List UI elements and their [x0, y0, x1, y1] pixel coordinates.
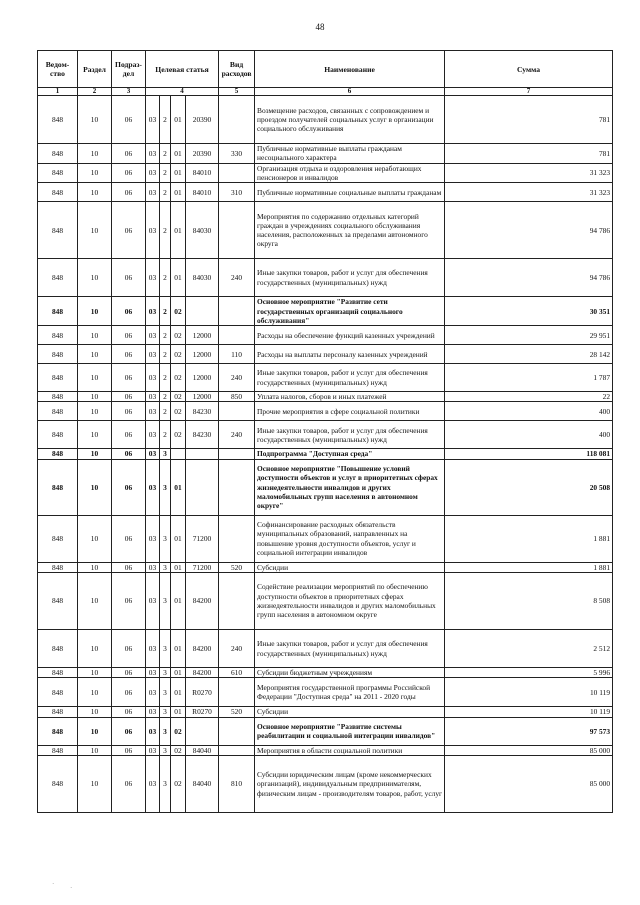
table-row	[38, 515, 613, 562]
cell-vid-rashodov: 110	[219, 345, 255, 364]
table-row	[38, 144, 613, 164]
cell-target-subprogram: 2	[160, 297, 171, 326]
cell-target-subprogram: 3	[160, 717, 171, 745]
cell-vid-rashodov: 240	[219, 259, 255, 297]
cell-razdel: 10	[78, 515, 112, 562]
cell-target-event: 01	[171, 562, 186, 572]
cell-naimenovanie: Публичные нормативные социальные выплаты гражданам	[255, 183, 445, 202]
cell-naimenovanie: Мероприятия по содержанию отдельных категорий граждан в учреждениях социального обслуживания населения, расположенных за пределами автономного округа	[255, 202, 445, 259]
cell-target-event: 01	[171, 707, 186, 717]
cell-summa: 1 787	[445, 364, 613, 392]
scan-mark: ·	[70, 884, 73, 892]
table-row	[38, 392, 613, 402]
cell-vid-rashodov: 810	[219, 755, 255, 812]
cell-target-program: 03	[146, 402, 160, 421]
cell-summa: 85 000	[445, 745, 613, 755]
table-row	[38, 326, 613, 345]
cell-summa: 31 323	[445, 183, 613, 202]
cell-vid-rashodov: 330	[219, 144, 255, 164]
cell-target-event: 01	[171, 163, 186, 183]
table-row	[38, 345, 613, 364]
cell-target-subprogram: 2	[160, 183, 171, 202]
cell-podrazdel: 06	[112, 364, 146, 392]
cell-razdel: 10	[78, 562, 112, 572]
cell-summa: 85 000	[445, 755, 613, 812]
cell-summa: 94 786	[445, 259, 613, 297]
cell-target-direction: 71200	[186, 562, 219, 572]
cell-summa: 29 951	[445, 326, 613, 345]
cell-naimenovanie: Иные закупки товаров, работ и услуг для обеспечения государственных (муниципальных) нужд	[255, 630, 445, 668]
cell-summa: 2 512	[445, 630, 613, 668]
cell-podrazdel: 06	[112, 745, 146, 755]
cell-razdel: 10	[78, 345, 112, 364]
cell-target-subprogram: 2	[160, 144, 171, 164]
cell-target-direction: 12000	[186, 345, 219, 364]
cell-vedomstvo: 848	[38, 745, 78, 755]
cell-podrazdel: 06	[112, 345, 146, 364]
cell-target-direction	[186, 297, 219, 326]
header-razdel: Раздел	[78, 51, 112, 88]
budget-table	[37, 50, 613, 813]
cell-target-direction: 84200	[186, 668, 219, 678]
cell-target-direction: 20390	[186, 96, 219, 144]
table-row	[38, 562, 613, 572]
cell-razdel: 10	[78, 392, 112, 402]
cell-target-direction	[186, 449, 219, 459]
cell-target-event: 02	[171, 421, 186, 449]
cell-target-event: 01	[171, 678, 186, 707]
cell-naimenovanie: Организация отдыха и оздоровления неработающих пенсионеров и инвалидов	[255, 163, 445, 183]
cell-vid-rashodov	[219, 573, 255, 630]
cell-summa: 1 881	[445, 515, 613, 562]
cell-target-program: 03	[146, 678, 160, 707]
cell-naimenovanie: Иные закупки товаров, работ и услуг для обеспечения государственных (муниципальных) нужд	[255, 259, 445, 297]
cell-target-program: 03	[146, 459, 160, 515]
cell-vedomstvo: 848	[38, 96, 78, 144]
cell-summa: 22	[445, 392, 613, 402]
header-podrazdel: Подраз-дел	[112, 51, 146, 88]
scan-mark: ·	[52, 880, 55, 888]
cell-target-direction: 20390	[186, 144, 219, 164]
cell-target-program: 03	[146, 630, 160, 668]
cell-target-direction: 84040	[186, 755, 219, 812]
cell-naimenovanie: Основное мероприятие "Повышение условий доступности объектов и услуг в приоритетных сферах жизнедеятельности инвалидов и других маломобильных групп населения в автономном округе"	[255, 459, 445, 515]
table-row	[38, 364, 613, 392]
cell-vedomstvo: 848	[38, 707, 78, 717]
cell-target-event: 02	[171, 392, 186, 402]
cell-vedomstvo: 848	[38, 183, 78, 202]
cell-razdel: 10	[78, 449, 112, 459]
cell-vid-rashodov	[219, 96, 255, 144]
cell-target-program: 03	[146, 755, 160, 812]
cell-target-direction: R0270	[186, 678, 219, 707]
cell-vedomstvo: 848	[38, 364, 78, 392]
cell-podrazdel: 06	[112, 707, 146, 717]
cell-razdel: 10	[78, 144, 112, 164]
cell-naimenovanie: Расходы на выплаты персоналу казенных учреждений	[255, 345, 445, 364]
cell-target-event	[171, 449, 186, 459]
cell-vedomstvo: 848	[38, 717, 78, 745]
cell-target-subprogram: 3	[160, 515, 171, 562]
cell-vid-rashodov	[219, 297, 255, 326]
cell-vid-rashodov	[219, 459, 255, 515]
cell-target-subprogram: 2	[160, 345, 171, 364]
cell-target-event: 02	[171, 717, 186, 745]
cell-target-subprogram: 2	[160, 421, 171, 449]
table-row	[38, 678, 613, 707]
table-row	[38, 421, 613, 449]
cell-target-program: 03	[146, 717, 160, 745]
cell-target-subprogram: 3	[160, 755, 171, 812]
cell-razdel: 10	[78, 421, 112, 449]
cell-target-event: 01	[171, 144, 186, 164]
cell-naimenovanie: Иные закупки товаров, работ и услуг для обеспечения государственных (муниципальных) нужд	[255, 364, 445, 392]
cell-vedomstvo: 848	[38, 392, 78, 402]
cell-target-direction: 84230	[186, 421, 219, 449]
cell-target-direction	[186, 459, 219, 515]
cell-naimenovanie: Иные закупки товаров, работ и услуг для обеспечения государственных (муниципальных) нужд	[255, 421, 445, 449]
cell-summa: 31 323	[445, 163, 613, 183]
cell-razdel: 10	[78, 259, 112, 297]
page-number: 48	[315, 22, 325, 32]
cell-summa: 30 351	[445, 297, 613, 326]
cell-podrazdel: 06	[112, 259, 146, 297]
cell-razdel: 10	[78, 573, 112, 630]
cell-summa: 781	[445, 144, 613, 164]
cell-target-subprogram: 3	[160, 630, 171, 668]
cell-podrazdel: 06	[112, 163, 146, 183]
cell-razdel: 10	[78, 745, 112, 755]
cell-podrazdel: 06	[112, 717, 146, 745]
cell-target-event: 02	[171, 364, 186, 392]
cell-target-event: 01	[171, 668, 186, 678]
cell-target-event: 02	[171, 745, 186, 755]
cell-podrazdel: 06	[112, 402, 146, 421]
header-celevaya-statya: Целевая статья	[146, 51, 219, 88]
cell-podrazdel: 06	[112, 96, 146, 144]
cell-summa: 400	[445, 402, 613, 421]
cell-target-direction: 12000	[186, 326, 219, 345]
cell-target-program: 03	[146, 745, 160, 755]
cell-target-subprogram: 3	[160, 573, 171, 630]
table-row	[38, 717, 613, 745]
col-number-3: 3	[112, 88, 146, 96]
cell-vedomstvo: 848	[38, 163, 78, 183]
cell-vedomstvo: 848	[38, 573, 78, 630]
cell-podrazdel: 06	[112, 515, 146, 562]
table-row	[38, 183, 613, 202]
cell-target-direction: 12000	[186, 364, 219, 392]
cell-naimenovanie: Субсидии	[255, 562, 445, 572]
cell-vid-rashodov	[219, 515, 255, 562]
cell-vid-rashodov	[219, 678, 255, 707]
cell-razdel: 10	[78, 402, 112, 421]
col-number-5: 5	[219, 88, 255, 96]
cell-vedomstvo: 848	[38, 515, 78, 562]
cell-target-program: 03	[146, 297, 160, 326]
cell-summa: 400	[445, 421, 613, 449]
cell-target-event: 02	[171, 326, 186, 345]
cell-target-subprogram: 2	[160, 326, 171, 345]
cell-target-program: 03	[146, 562, 160, 572]
col-number-4: 4	[146, 88, 219, 96]
cell-razdel: 10	[78, 163, 112, 183]
cell-target-subprogram: 2	[160, 202, 171, 259]
cell-target-direction	[186, 717, 219, 745]
cell-target-subprogram: 3	[160, 678, 171, 707]
table-row	[38, 449, 613, 459]
cell-podrazdel: 06	[112, 183, 146, 202]
cell-razdel: 10	[78, 630, 112, 668]
cell-vid-rashodov: 240	[219, 421, 255, 449]
cell-target-subprogram: 3	[160, 745, 171, 755]
cell-target-program: 03	[146, 392, 160, 402]
cell-target-event: 01	[171, 459, 186, 515]
col-number-1: 1	[38, 88, 78, 96]
cell-vid-rashodov	[219, 717, 255, 745]
table-row	[38, 402, 613, 421]
cell-naimenovanie: Субсидии	[255, 707, 445, 717]
cell-podrazdel: 06	[112, 144, 146, 164]
table-row	[38, 573, 613, 630]
cell-summa: 97 573	[445, 717, 613, 745]
cell-naimenovanie: Субсидии бюджетным учреждениям	[255, 668, 445, 678]
cell-podrazdel: 06	[112, 562, 146, 572]
cell-summa: 10 119	[445, 707, 613, 717]
cell-vid-rashodov: 240	[219, 364, 255, 392]
table-row	[38, 630, 613, 668]
cell-target-direction: 12000	[186, 392, 219, 402]
cell-vid-rashodov	[219, 402, 255, 421]
cell-target-event: 01	[171, 96, 186, 144]
cell-summa: 781	[445, 96, 613, 144]
cell-vid-rashodov: 850	[219, 392, 255, 402]
cell-target-direction: 84040	[186, 745, 219, 755]
cell-razdel: 10	[78, 668, 112, 678]
table-row	[38, 459, 613, 515]
cell-target-direction: 84010	[186, 163, 219, 183]
cell-summa: 28 142	[445, 345, 613, 364]
cell-vid-rashodov: 610	[219, 668, 255, 678]
cell-vid-rashodov: 520	[219, 707, 255, 717]
cell-target-program: 03	[146, 421, 160, 449]
cell-target-subprogram: 2	[160, 259, 171, 297]
cell-razdel: 10	[78, 755, 112, 812]
cell-target-event: 02	[171, 402, 186, 421]
cell-vedomstvo: 848	[38, 402, 78, 421]
column-number-row	[38, 88, 613, 96]
cell-razdel: 10	[78, 202, 112, 259]
cell-vedomstvo: 848	[38, 755, 78, 812]
cell-target-direction: 84200	[186, 573, 219, 630]
cell-naimenovanie: Основное мероприятие "Развитие сети государственных организаций социального обслуживания"	[255, 297, 445, 326]
cell-razdel: 10	[78, 707, 112, 717]
cell-target-program: 03	[146, 707, 160, 717]
cell-naimenovanie: Мероприятия государственной программы Российской Федерации "Доступная среда" на 2011 - 2020 годы	[255, 678, 445, 707]
cell-target-event: 02	[171, 297, 186, 326]
cell-naimenovanie: Подпрограмма "Доступная среда"	[255, 449, 445, 459]
cell-podrazdel: 06	[112, 678, 146, 707]
cell-summa: 118 081	[445, 449, 613, 459]
cell-target-direction: 71200	[186, 515, 219, 562]
col-number-2: 2	[78, 88, 112, 96]
table-row	[38, 668, 613, 678]
col-number-7: 7	[445, 88, 613, 96]
table-row	[38, 202, 613, 259]
cell-target-program: 03	[146, 163, 160, 183]
cell-razdel: 10	[78, 364, 112, 392]
cell-podrazdel: 06	[112, 630, 146, 668]
cell-target-direction: 84200	[186, 630, 219, 668]
cell-target-event: 01	[171, 515, 186, 562]
cell-podrazdel: 06	[112, 668, 146, 678]
cell-target-program: 03	[146, 573, 160, 630]
cell-vedomstvo: 848	[38, 449, 78, 459]
cell-target-event: 01	[171, 630, 186, 668]
cell-razdel: 10	[78, 326, 112, 345]
cell-vedomstvo: 848	[38, 326, 78, 345]
cell-vid-rashodov: 310	[219, 183, 255, 202]
cell-vedomstvo: 848	[38, 297, 78, 326]
table-row	[38, 297, 613, 326]
cell-razdel: 10	[78, 297, 112, 326]
cell-podrazdel: 06	[112, 202, 146, 259]
cell-vid-rashodov: 520	[219, 562, 255, 572]
cell-vedomstvo: 848	[38, 562, 78, 572]
cell-vedomstvo: 848	[38, 144, 78, 164]
cell-vid-rashodov: 240	[219, 630, 255, 668]
cell-summa: 1 881	[445, 562, 613, 572]
cell-naimenovanie: Прочие мероприятия в сфере социальной политики	[255, 402, 445, 421]
cell-naimenovanie: Расходы на обеспечение функций казенных учреждений	[255, 326, 445, 345]
cell-summa: 5 996	[445, 668, 613, 678]
cell-naimenovanie: Основное мероприятие "Развитие системы реабилитации и социальной интеграции инвалидов"	[255, 717, 445, 745]
cell-vid-rashodov	[219, 449, 255, 459]
table-row	[38, 259, 613, 297]
cell-podrazdel: 06	[112, 449, 146, 459]
header-row	[38, 51, 613, 88]
cell-target-program: 03	[146, 144, 160, 164]
cell-razdel: 10	[78, 96, 112, 144]
cell-target-program: 03	[146, 202, 160, 259]
header-vid-rashodov: Вид расходов	[219, 51, 255, 88]
table-body	[38, 96, 613, 813]
cell-target-program: 03	[146, 345, 160, 364]
cell-razdel: 10	[78, 717, 112, 745]
cell-vedomstvo: 848	[38, 459, 78, 515]
cell-naimenovanie: Содействие реализации мероприятий по обеспечению доступности объектов в приоритетных сферах жизнедеятельности инвалидов и других маломобильных групп населения в автономном округе	[255, 573, 445, 630]
cell-target-event: 01	[171, 183, 186, 202]
cell-target-program: 03	[146, 96, 160, 144]
cell-target-subprogram: 3	[160, 668, 171, 678]
table-row	[38, 707, 613, 717]
cell-target-event: 01	[171, 259, 186, 297]
cell-razdel: 10	[78, 183, 112, 202]
cell-target-direction: 84010	[186, 183, 219, 202]
cell-naimenovanie: Уплата налогов, сборов и иных платежей	[255, 392, 445, 402]
cell-vid-rashodov	[219, 745, 255, 755]
cell-podrazdel: 06	[112, 421, 146, 449]
cell-target-direction: 84230	[186, 402, 219, 421]
cell-podrazdel: 06	[112, 459, 146, 515]
table-row	[38, 96, 613, 144]
cell-podrazdel: 06	[112, 573, 146, 630]
cell-vedomstvo: 848	[38, 202, 78, 259]
cell-vid-rashodov	[219, 202, 255, 259]
cell-razdel: 10	[78, 678, 112, 707]
cell-target-event: 02	[171, 755, 186, 812]
cell-target-program: 03	[146, 326, 160, 345]
cell-target-direction: R0270	[186, 707, 219, 717]
cell-naimenovanie: Возмещение расходов, связанных с сопровождением и проездом получателей социальных услуг в организации социального обслуживания	[255, 96, 445, 144]
cell-vedomstvo: 848	[38, 678, 78, 707]
cell-vedomstvo: 848	[38, 259, 78, 297]
cell-target-event: 01	[171, 573, 186, 630]
cell-podrazdel: 06	[112, 297, 146, 326]
cell-podrazdel: 06	[112, 326, 146, 345]
header-vedomstvo: Ведом-ство	[38, 51, 78, 88]
cell-target-program: 03	[146, 364, 160, 392]
cell-naimenovanie: Мероприятия в области социальной политики	[255, 745, 445, 755]
cell-naimenovanie: Публичные нормативные выплаты гражданам несоциального характера	[255, 144, 445, 164]
cell-target-program: 03	[146, 515, 160, 562]
cell-target-subprogram: 3	[160, 449, 171, 459]
cell-podrazdel: 06	[112, 755, 146, 812]
cell-summa: 20 508	[445, 459, 613, 515]
cell-target-direction: 84030	[186, 259, 219, 297]
cell-target-event: 01	[171, 202, 186, 259]
cell-naimenovanie: Софинансирование расходных обязательств муниципальных образований, направленных на повышение уровня доступности объектов, услуг и социальной интеграции инвалидов	[255, 515, 445, 562]
cell-target-program: 03	[146, 449, 160, 459]
cell-target-program: 03	[146, 259, 160, 297]
header-naimenovanie: Наименование	[255, 51, 445, 88]
cell-summa: 94 786	[445, 202, 613, 259]
cell-target-subprogram: 3	[160, 707, 171, 717]
cell-target-subprogram: 2	[160, 392, 171, 402]
cell-vedomstvo: 848	[38, 668, 78, 678]
cell-target-subprogram: 3	[160, 562, 171, 572]
cell-podrazdel: 06	[112, 392, 146, 402]
cell-naimenovanie: Субсидии юридическим лицам (кроме некоммерческих организаций), индивидуальным предпринимателям, физическим лицам - производителям товаров, работ, услуг	[255, 755, 445, 812]
table-row	[38, 745, 613, 755]
cell-target-subprogram: 2	[160, 96, 171, 144]
cell-summa: 10 119	[445, 678, 613, 707]
cell-target-program: 03	[146, 668, 160, 678]
cell-target-direction: 84030	[186, 202, 219, 259]
col-number-6: 6	[255, 88, 445, 96]
cell-target-subprogram: 2	[160, 402, 171, 421]
cell-vedomstvo: 848	[38, 421, 78, 449]
cell-target-subprogram: 2	[160, 163, 171, 183]
cell-vedomstvo: 848	[38, 345, 78, 364]
cell-razdel: 10	[78, 459, 112, 515]
table-row	[38, 163, 613, 183]
header-summa: Сумма	[445, 51, 613, 88]
cell-summa: 8 508	[445, 573, 613, 630]
cell-vedomstvo: 848	[38, 630, 78, 668]
cell-target-program: 03	[146, 183, 160, 202]
table-row	[38, 755, 613, 812]
cell-vid-rashodov	[219, 163, 255, 183]
cell-target-subprogram: 3	[160, 459, 171, 515]
cell-target-event: 02	[171, 345, 186, 364]
cell-vid-rashodov	[219, 326, 255, 345]
cell-target-subprogram: 2	[160, 364, 171, 392]
